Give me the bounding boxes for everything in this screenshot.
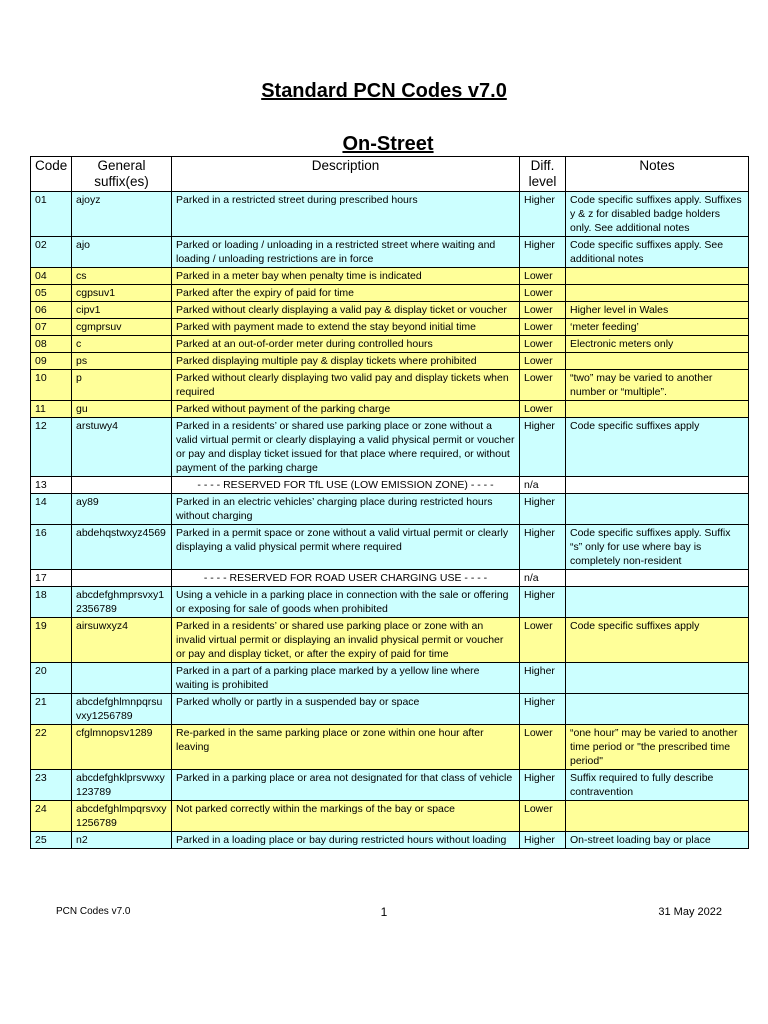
- notes-cell: Code specific suffixes apply. Suffix “s” only for use where bay is completely non-resident: [566, 525, 749, 570]
- code-cell: 20: [31, 663, 72, 694]
- table-header-row: [31, 157, 749, 192]
- notes-cell: “one hour” may be varied to another time period or "the prescribed time period": [566, 725, 749, 770]
- notes-cell: Code specific suffixes apply: [566, 618, 749, 663]
- code-cell: 05: [31, 285, 72, 302]
- suffix-cell: abcdefghlmpqrsvxy1256789: [72, 801, 172, 832]
- notes-cell: Code specific suffixes apply. See additional notes: [566, 237, 749, 268]
- notes-cell: [566, 353, 749, 370]
- level-cell: Higher: [520, 694, 566, 725]
- level-cell: Lower: [520, 801, 566, 832]
- table-row: [31, 770, 749, 801]
- description-cell: Parked or loading / unloading in a restricted street where waiting and loading / unloading restrictions are in force: [172, 237, 520, 268]
- footer-doc-name: PCN Codes v7.0: [56, 906, 131, 917]
- suffix-cell: cgpsuv1: [72, 285, 172, 302]
- header-suffix: General suffix(es): [72, 157, 172, 192]
- level-cell: Lower: [520, 336, 566, 353]
- description-cell: Parked in a residents’ or shared use parking place or zone with an invalid virtual permit or displaying an invalid physical permit or voucher or pay and display ticket, or after the expiry of paid for time: [172, 618, 520, 663]
- description-cell: Parked in an electric vehicles’ charging place during restricted hours without charging: [172, 494, 520, 525]
- table-row: [31, 353, 749, 370]
- table-row: [31, 570, 749, 587]
- level-cell: Higher: [520, 587, 566, 618]
- level-cell: Lower: [520, 319, 566, 336]
- notes-cell: Code specific suffixes apply. Suffixes y & z for disabled badge holders only. See additional notes: [566, 192, 749, 237]
- suffix-cell: abcdefghklprsvwxy123789: [72, 770, 172, 801]
- table-row: [31, 694, 749, 725]
- code-cell: 02: [31, 237, 72, 268]
- level-cell: Lower: [520, 725, 566, 770]
- notes-cell: [566, 663, 749, 694]
- level-cell: Higher: [520, 237, 566, 268]
- level-cell: Higher: [520, 770, 566, 801]
- description-cell: Parked in a parking place or area not designated for that class of vehicle: [172, 770, 520, 801]
- suffix-cell: n2: [72, 832, 172, 849]
- suffix-cell: abcdefghmprsvxy12356789: [72, 587, 172, 618]
- level-cell: Lower: [520, 302, 566, 319]
- code-cell: 11: [31, 401, 72, 418]
- suffix-cell: abdehqstwxyz4569: [72, 525, 172, 570]
- description-cell: Re-parked in the same parking place or zone within one hour after leaving: [172, 725, 520, 770]
- description-cell: - - - - RESERVED FOR TfL USE (LOW EMISSION ZONE) - - - -: [172, 477, 520, 494]
- description-cell: Parked in a permit space or zone without a valid virtual permit or clearly displaying a valid physical permit where required: [172, 525, 520, 570]
- description-cell: Parked after the expiry of paid for time: [172, 285, 520, 302]
- code-cell: 07: [31, 319, 72, 336]
- suffix-cell: arstuwy4: [72, 418, 172, 477]
- suffix-cell: gu: [72, 401, 172, 418]
- suffix-cell: [72, 663, 172, 694]
- notes-cell: ‘meter feeding’: [566, 319, 749, 336]
- code-cell: 23: [31, 770, 72, 801]
- notes-cell: [566, 801, 749, 832]
- header-level: Diff. level: [520, 157, 566, 192]
- notes-cell: Higher level in Wales: [566, 302, 749, 319]
- level-cell: Higher: [520, 494, 566, 525]
- description-cell: Parked in a part of a parking place marked by a yellow line where waiting is prohibited: [172, 663, 520, 694]
- level-cell: n/a: [520, 570, 566, 587]
- code-cell: 22: [31, 725, 72, 770]
- level-cell: Lower: [520, 618, 566, 663]
- level-cell: Lower: [520, 285, 566, 302]
- table-row: [31, 268, 749, 285]
- suffix-cell: cgmprsuv: [72, 319, 172, 336]
- table-row: [31, 725, 749, 770]
- description-cell: Parked at an out-of-order meter during controlled hours: [172, 336, 520, 353]
- document-title: Standard PCN Codes v7.0: [261, 80, 507, 102]
- code-cell: 01: [31, 192, 72, 237]
- suffix-cell: c: [72, 336, 172, 353]
- table-row: [31, 192, 749, 237]
- level-cell: Lower: [520, 370, 566, 401]
- table-row: [31, 302, 749, 319]
- table-row: [31, 618, 749, 663]
- level-cell: Lower: [520, 268, 566, 285]
- suffix-cell: ps: [72, 353, 172, 370]
- code-cell: 18: [31, 587, 72, 618]
- code-cell: 16: [31, 525, 72, 570]
- table-body: [31, 192, 749, 849]
- description-cell: - - - - RESERVED FOR ROAD USER CHARGING USE - - - -: [172, 570, 520, 587]
- code-cell: 09: [31, 353, 72, 370]
- code-cell: 24: [31, 801, 72, 832]
- description-cell: Parked without payment of the parking charge: [172, 401, 520, 418]
- table-row: [31, 418, 749, 477]
- pcn-codes-table: [30, 156, 749, 849]
- notes-cell: [566, 570, 749, 587]
- description-cell: Parked without clearly displaying two valid pay and display tickets when required: [172, 370, 520, 401]
- description-cell: Parked with payment made to extend the stay beyond initial time: [172, 319, 520, 336]
- table-row: [31, 319, 749, 336]
- description-cell: Parked in a restricted street during prescribed hours: [172, 192, 520, 237]
- description-cell: Not parked correctly within the markings of the bay or space: [172, 801, 520, 832]
- table-row: [31, 801, 749, 832]
- level-cell: Higher: [520, 525, 566, 570]
- notes-cell: Suffix required to fully describe contravention: [566, 770, 749, 801]
- suffix-cell: [72, 477, 172, 494]
- table-row: [31, 477, 749, 494]
- description-cell: Parked without clearly displaying a valid pay & display ticket or voucher: [172, 302, 520, 319]
- table-row: [31, 401, 749, 418]
- notes-cell: On-street loading bay or place: [566, 832, 749, 849]
- code-cell: 06: [31, 302, 72, 319]
- suffix-cell: abcdefghlmnpqrsuvxy1256789: [72, 694, 172, 725]
- code-cell: 17: [31, 570, 72, 587]
- code-cell: 21: [31, 694, 72, 725]
- description-cell: Parked in a meter bay when penalty time is indicated: [172, 268, 520, 285]
- suffix-cell: ajo: [72, 237, 172, 268]
- level-cell: Lower: [520, 353, 566, 370]
- notes-cell: Electronic meters only: [566, 336, 749, 353]
- header-code: Code: [31, 157, 72, 192]
- footer-date: 31 May 2022: [658, 906, 722, 918]
- notes-cell: [566, 587, 749, 618]
- description-cell: Parked displaying multiple pay & display tickets where prohibited: [172, 353, 520, 370]
- table-row: [31, 587, 749, 618]
- level-cell: Higher: [520, 832, 566, 849]
- table-row: [31, 663, 749, 694]
- notes-cell: Code specific suffixes apply: [566, 418, 749, 477]
- level-cell: Higher: [520, 663, 566, 694]
- table-row: [31, 336, 749, 353]
- header-notes: Notes: [566, 157, 749, 192]
- footer-page-number: 1: [380, 905, 388, 919]
- description-cell: Parked wholly or partly in a suspended bay or space: [172, 694, 520, 725]
- level-cell: Higher: [520, 418, 566, 477]
- suffix-cell: [72, 570, 172, 587]
- suffix-cell: p: [72, 370, 172, 401]
- code-cell: 14: [31, 494, 72, 525]
- code-cell: 19: [31, 618, 72, 663]
- section-title: On-Street: [342, 133, 434, 155]
- table-row: [31, 285, 749, 302]
- table-row: [31, 237, 749, 268]
- table-row: [31, 525, 749, 570]
- notes-cell: [566, 477, 749, 494]
- code-cell: 10: [31, 370, 72, 401]
- suffix-cell: cipv1: [72, 302, 172, 319]
- notes-cell: [566, 285, 749, 302]
- code-cell: 13: [31, 477, 72, 494]
- suffix-cell: airsuwxyz4: [72, 618, 172, 663]
- suffix-cell: ajoyz: [72, 192, 172, 237]
- suffix-cell: cs: [72, 268, 172, 285]
- table-row: [31, 494, 749, 525]
- level-cell: Lower: [520, 401, 566, 418]
- notes-cell: [566, 694, 749, 725]
- code-cell: 04: [31, 268, 72, 285]
- description-cell: Using a vehicle in a parking place in connection with the sale or offering or exposing for sale of goods when prohibited: [172, 587, 520, 618]
- header-description: Description: [172, 157, 520, 192]
- code-cell: 12: [31, 418, 72, 477]
- suffix-cell: cfglmnopsv1289: [72, 725, 172, 770]
- suffix-cell: ay89: [72, 494, 172, 525]
- table-row: [31, 832, 749, 849]
- description-cell: Parked in a loading place or bay during restricted hours without loading: [172, 832, 520, 849]
- notes-cell: [566, 268, 749, 285]
- notes-cell: “two” may be varied to another number or “multiple”.: [566, 370, 749, 401]
- level-cell: Higher: [520, 192, 566, 237]
- table-row: [31, 370, 749, 401]
- notes-cell: [566, 494, 749, 525]
- code-cell: 25: [31, 832, 72, 849]
- notes-cell: [566, 401, 749, 418]
- description-cell: Parked in a residents’ or shared use parking place or zone without a valid virtual permit or clearly displaying a valid physical permit or voucher or pay and display ticket issued for that place where required, or without payment of the parking charge: [172, 418, 520, 477]
- code-cell: 08: [31, 336, 72, 353]
- level-cell: n/a: [520, 477, 566, 494]
